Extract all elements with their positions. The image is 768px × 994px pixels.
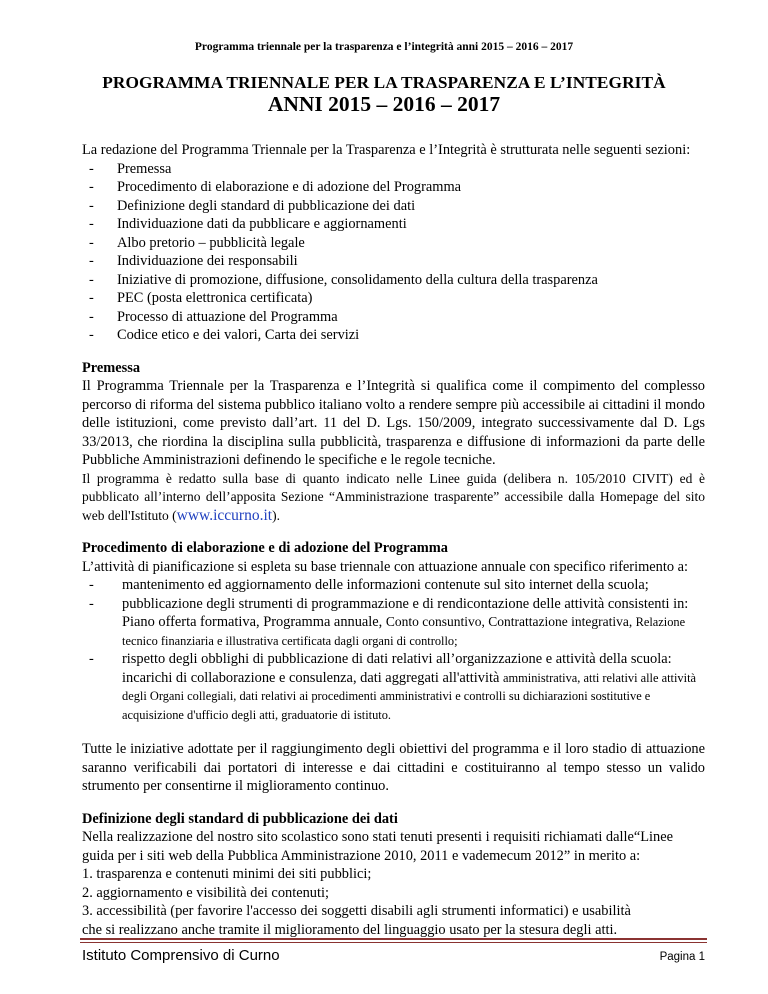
procedimento-item <box>82 650 705 724</box>
section-item: - PEC (posta elettronica certificata) <box>82 289 705 308</box>
premessa-paragraph-2-text: Il programma è redatto sulla base di quanto indicato nelle Linee guida (delibera n. 105/2010 CIVIT) ed è pubblicato all’interno dell’apposita Sezione “Amministrazione trasparente” accessibile dalla Homepage del sito web dell'Istituto ( <box>82 470 705 523</box>
procedimento-heading: Procedimento di elaborazione e di adozione del Programma <box>82 540 448 556</box>
section-item: - Codice etico e dei valori, Carta dei servizi <box>82 326 705 345</box>
procedimento-list <box>82 576 705 724</box>
standard-closing: che si realizzano anche tramite il miglioramento del linguaggio usato per la stesura degli atti. <box>82 921 618 938</box>
standard-intro: Nella realizzazione del nostro sito scolastico sono stati tenuti presenti i requisiti richiamati dalle“Linee guida per i siti web della Pubblica Amministrazione 2010, 2011 e vademecum 2012” in merito a: <box>82 829 674 864</box>
footer-school-name: Istituto Comprensivo di Curno <box>82 947 280 964</box>
document-title: PROGRAMMA TRIENNALE PER LA TRASPARENZA E L’INTEGRITÀ <box>102 73 666 92</box>
procedimento-item-text: pubblicazione degli strumenti di programmazione e di rendicontazione delle attività consistenti in: Piano offerta formativa, Programma annuale, <box>122 595 689 630</box>
intro-text: La redazione del Programma Triennale per la Trasparenza e l’Integrità è strutturata nelle seguenti sezioni: <box>82 142 691 158</box>
section-item: - Premessa <box>82 160 705 179</box>
procedimento-intro: L’attività di pianificazione si espleta su base triennale con attuazione annuale con specifico riferimento a: <box>82 558 689 575</box>
standard-point: 1. trasparenza e contenuti minimi dei siti pubblici; <box>82 866 372 882</box>
running-header: Programma triennale per la trasparenza e l’integrità anni 2015 – 2016 – 2017 <box>194 41 574 53</box>
procedimento-item <box>82 595 705 651</box>
premessa-paragraph-2-end: ). <box>272 507 280 523</box>
procedimento-item-text: rispetto degli obblighi di pubblicazione di dati relativi all’organizzazione e attività della scuola: incarichi di collaborazione e consulenza, dati aggregati all'attività <box>122 651 672 686</box>
procedimento-item: - mantenimento ed aggiornamento delle informazioni contenute sul sito internet della scuola; <box>82 576 705 595</box>
premessa-heading: Premessa <box>82 359 141 376</box>
section-item: - Procedimento di elaborazione e di adozione del Programma <box>82 178 705 197</box>
section-item: - Definizione degli standard di pubblicazione dei dati <box>82 197 705 216</box>
section-item: - Iniziative di promozione, diffusione, consolidamento della cultura della trasparenza <box>82 271 705 290</box>
section-item: - Processo di attuazione del Programma <box>82 308 705 327</box>
footer-divider-thin <box>80 942 707 943</box>
document-subtitle-years: ANNI 2015 – 2016 – 2017 <box>267 92 501 116</box>
standard-heading: Definizione degli standard di pubblicazione dei dati <box>82 810 398 827</box>
section-item: - Individuazione dei responsabili <box>82 252 705 271</box>
procedimento-item-text-tiny: Relazione tecnico finanziaria e illustrativa certificata dagli organi di controllo; <box>122 615 686 648</box>
procedimento-item-text-small: Conto consuntivo, Contrattazione integrativa, <box>385 614 636 629</box>
standard-point: 2. aggiornamento e visibilità dei contenuti; <box>82 884 329 901</box>
document-body <box>82 141 705 939</box>
sections-list <box>82 160 705 345</box>
section-item: - Individuazione dati da pubblicare e aggiornamenti <box>82 215 705 234</box>
premessa-paragraph: Il Programma Triennale per la Trasparenza e l’Integrità si qualifica come il compimento del complesso percorso di riforma del sistema pubblico italiano volto a rendere sempre più accessibile ai cittadini il mondo delle istituzioni, come previsto dall’art. 11 del D. Lgs. 150/2009, integrato successivamente dal D. Lgs 33/2013, che riordina la disciplina sulla pubblicità, trasparenza e diffusione di informazioni da parte delle Pubbliche Amministrazioni definendo le specifiche e le regole tecniche. <box>82 378 705 468</box>
standard-point: 3. accessibilità (per favorire l'accesso dei soggetti disabili agli strumenti informatici) e usabilità <box>82 903 631 919</box>
procedimento-item-text-tiny: amministrativa, atti relativi alle attività degli Organi collegiali, dati relativi ai procedimenti amministrativi e controlli su dichiarazioni sostitutive e acquisizione d'ufficio degli atti, graduatorie di istituto. <box>122 670 697 722</box>
footer-divider <box>80 938 707 940</box>
section-item: - Albo pretorio – pubblicità legale <box>82 234 705 253</box>
page-number: Pagina 1 <box>659 951 705 963</box>
premessa-paragraph-2 <box>82 470 705 526</box>
procedimento-closing: Tutte le iniziative adottate per il raggiungimento degli obiettivi del programma e il loro stadio di attuazione saranno verificabili dai portatori di interesse e dai cittadini e costituiranno al tempo stesso un valido strumento per consentirne il miglioramento continuo. <box>82 741 705 794</box>
school-website-link[interactable]: www.iccurno.it <box>176 506 273 524</box>
